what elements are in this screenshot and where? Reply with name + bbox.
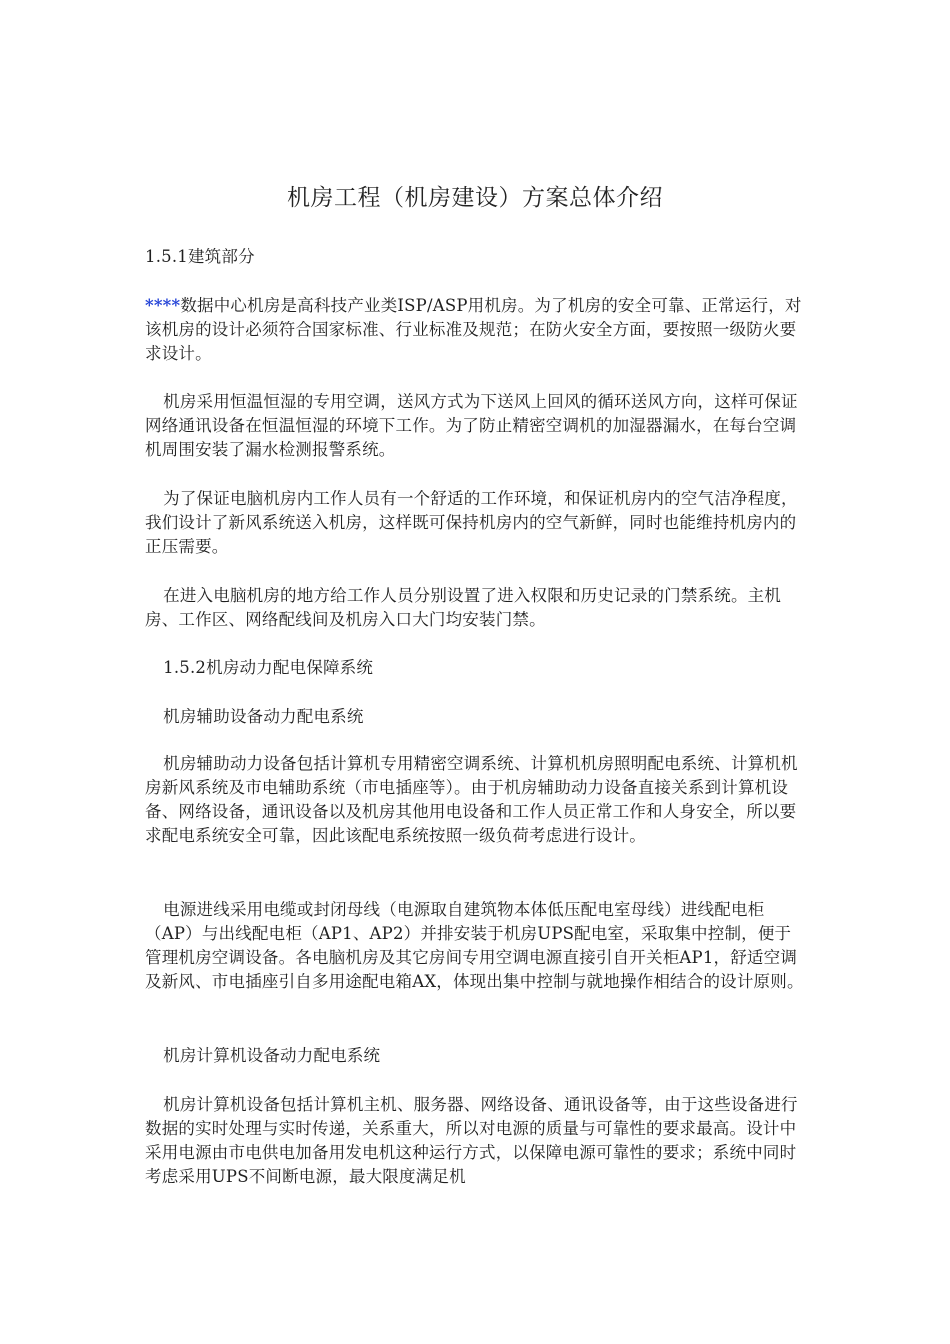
subheading-computer-power: 机房计算机设备动力配电系统	[163, 1046, 381, 1065]
paragraph-power-input: 电源进线采用电缆或封闭母线（电源取自建筑物本体低压配电室母线）进线配电柜（AP）与出线配电柜（AP1、AP2）并排安装于机房UPS配电室，采取集中控制，便于管理机房空调设备。各电脑机房及其它房间专用空调电源直接引自开关柜AP1，舒适空调及新风、市电插座引自多用途配电箱AX，体现出集中控制与就地操作相结合的设计原则。	[145, 900, 804, 991]
section-heading-1-5-1: 1.5.1建筑部分	[145, 247, 255, 266]
paragraph-text: 数据中心机房是高科技产业类ISP/ASP用机房。为了机房的安全可靠、正常运行，对该机房的设计必须符合国家标准、行业标准及规范；在防火安全方面，要按照一级防火要求设计。	[145, 296, 802, 363]
paragraph-computer-equipment: 机房计算机设备包括计算机主机、服务器、网络设备、通讯设备等，由于这些设备进行数据的实时处理与实时传递，关系重大，所以对电源的质量与可靠性的要求最高。设计中采用电源由市电供电加备用发电机这种运行方式，以保障电源可靠性的要求；系统中同时考虑采用UPS不间断电源，最大限度满足机	[145, 1095, 798, 1186]
paragraph-auxiliary-equipment: 机房辅助动力设备包括计算机专用精密空调系统、计算机机房照明配电系统、计算机机房新风系统及市电辅助系统（市电插座等）。由于机房辅助动力设备直接关系到计算机设备、网络设备，通讯设备以及机房其他用电设备和工作人员正常工作和人身安全，所以要求配电系统安全可靠，因此该配电系统按照一级负荷考虑进行设计。	[145, 754, 798, 845]
subheading-auxiliary-power: 机房辅助设备动力配电系统	[163, 707, 364, 726]
paragraph-air-conditioning: 机房采用恒温恒湿的专用空调，送风方式为下送风上回风的循环送风方向，这样可保证网络通讯设备在恒温恒湿的环境下工作。为了防止精密空调机的加湿器漏水，在每台空调机周围安装了漏水检测报警系统。	[145, 392, 798, 459]
document-title: 机房工程（机房建设）方案总体介绍	[287, 185, 663, 211]
paragraph-access-control: 在进入电脑机房的地方给工作人员分别设置了进入权限和历史记录的门禁系统。主机房、工作区、网络配线间及机房入口大门均安装门禁。	[145, 586, 782, 629]
section-heading-1-5-2: 1.5.2机房动力配电保障系统	[163, 658, 374, 677]
paragraph-building-intro	[145, 294, 805, 366]
paragraph-fresh-air-system: 为了保证电脑机房内工作人员有一个舒适的工作环境，和保证机房内的空气洁净程度，我们设计了新风系统送入机房，这样既可保持机房内的空气新鲜，同时也能维持机房内的正压需要。	[145, 489, 798, 556]
star-marker: ****	[145, 296, 181, 315]
